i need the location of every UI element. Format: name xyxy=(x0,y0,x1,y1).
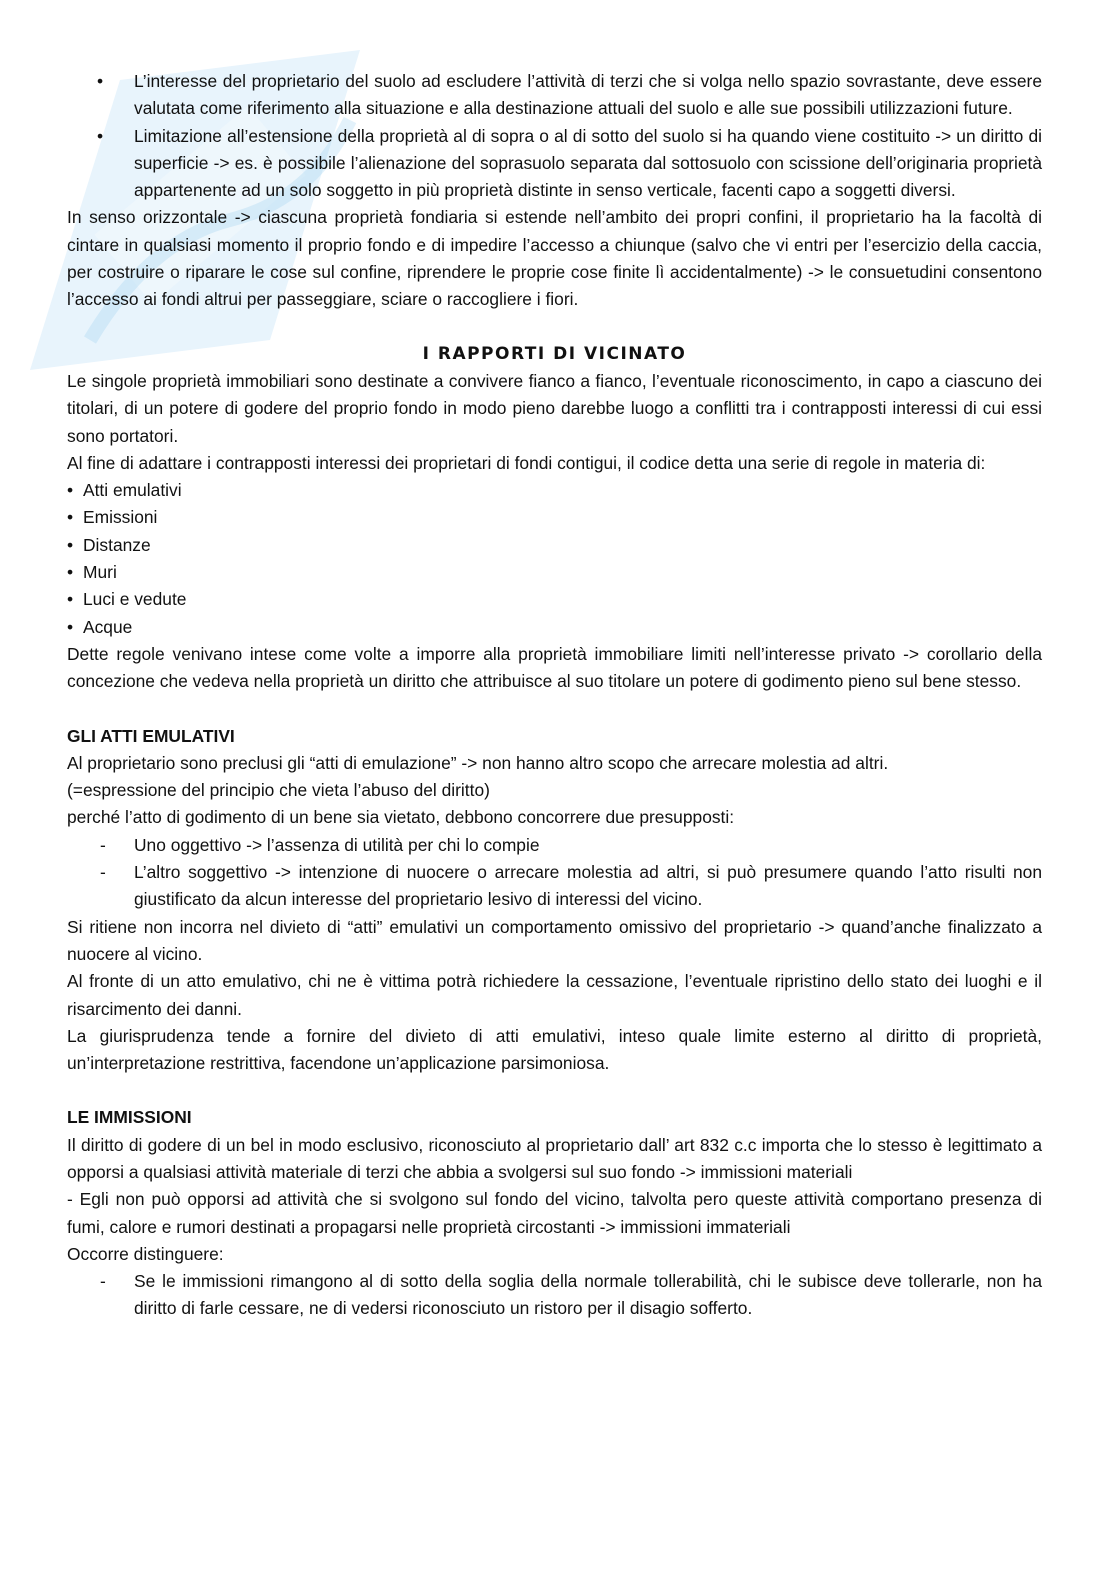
paragraph: Le singole proprietà immobiliari sono destinate a convivere fianco a fianco, l’eventuale riconoscimento, in capo a ciascuno dei titolari, di un potere di godere del proprio fondo in modo pieno darebbe luogo a conflitti tra i contrapposti interessi di cui essi sono portatori. xyxy=(67,370,1042,446)
distinction-list xyxy=(67,1268,1042,1323)
paragraph: - Egli non può opporsi ad attività che si svolgono sul fondo del vicino, talvolta pero queste attività comportano presenza di fumi, calore e rumori destinati a propagarsi nelle proprietà circostanti -> immissioni immateriali xyxy=(67,1189,1042,1237)
subsection-heading: GLI ATTI EMULATIVI xyxy=(67,725,235,746)
document-page xyxy=(67,68,1042,1323)
intro-bullet-list xyxy=(67,68,1042,204)
paragraph: Occorre distinguere: xyxy=(67,1243,224,1264)
list-item: - Se le immissioni rimangono al di sotto della soglia della normale tollerabilità, chi le subisce deve tollerarle, non ha diritto di farle cessare, ne di vedersi riconosciuto un ristoro per il disagio sofferto. xyxy=(67,1268,1042,1323)
paragraph: Al fine di adattare i contrapposti interessi dei proprietari di fondi contigui, il codice detta una serie di regole in materia di: xyxy=(67,452,986,473)
paragraph: Al fronte di un atto emulativo, chi ne è vittima potrà richiedere la cessazione, l’eventuale ripristino dello stato dei luoghi e il risarcimento dei danni. xyxy=(67,971,1042,1019)
paragraph: Si ritiene non incorra nel divieto di “atti” emulativi un comportamento omissivo del proprietario -> quand’anche finalizzato a nuocere al vicino. xyxy=(67,916,1042,964)
list-item: • L’interesse del proprietario del suolo ad escludere l’attività di terzi che si volga nello spazio sovrastante, deve essere valutata come riferimento alla situazione e alla destinazione attuali del suolo e alle sue possibili utilizzazioni future. xyxy=(67,68,1042,123)
list-item: • Emissioni xyxy=(67,504,1042,531)
list-item: • Atti emulativi xyxy=(67,477,1042,504)
requirements-list xyxy=(67,832,1042,914)
paragraph: Al proprietario sono preclusi gli “atti di emulazione” -> non hanno altro scopo che arrecare molestia ad altri. xyxy=(67,752,889,773)
list-item: • Luci e vedute xyxy=(67,586,1042,613)
paragraph: (=espressione del principio che vieta l’abuso del diritto) xyxy=(67,780,490,801)
paragraph: perché l’atto di godimento di un bene sia vietato, debbono concorrere due presupposti: xyxy=(67,807,735,828)
subsection-heading: LE IMMISSIONI xyxy=(67,1107,192,1128)
list-item: - L’altro soggettivo -> intenzione di nuocere o arrecare molestia ad altri, si può presumere quando l’atto risulti non giustificato da alcun interesse del proprietario lesivo di interessi del vicino. xyxy=(67,859,1042,914)
section-heading: I RAPPORTI DI VICINATO xyxy=(422,343,687,364)
paragraph: Dette regole venivano intese come volte a imporre alla proprietà immobiliare limiti nell’interesse privato -> corollario della concezione che vedeva nella proprietà un diritto che attribuisce al suo titolare un potere di godimento pieno sul bene stesso. xyxy=(67,643,1042,692)
list-item: • Acque xyxy=(67,614,1042,641)
paragraph: In senso orizzontale -> ciascuna proprietà fondiaria si estende nell’ambito dei propri confini, il proprietario ha la facoltà di cintare in qualsiasi momento il proprio fondo e di impedire l’accesso a chiunque (salvo che vi entri per l’esercizio della caccia, per costruire o riparare le cose sul confine, riprendere le proprie cose finite lì accidentalmente) -> le consuetudini consentono l’accesso ai fondi altrui per passeggiare, sciare o raccogliere i fiori. xyxy=(67,207,1042,310)
list-item: • Muri xyxy=(67,559,1042,586)
list-item: • Distanze xyxy=(67,532,1042,559)
paragraph: Il diritto di godere di un bel in modo esclusivo, riconosciuto al proprietario dall’ art 832 c.c importa che lo stesso è legittimato a opporsi a qualsiasi attività materiale di terzi che abbia a svolgersi sul suo fondo -> immissioni materiali xyxy=(67,1134,1042,1182)
topics-list xyxy=(67,477,1042,641)
list-item: • Limitazione all’estensione della proprietà al di sopra o al di sotto del suolo si ha quando viene costituito -> un diritto di superficie -> es. è possibile l’alienazione del soprasuolo separata dal sottosuolo con scissione dell’originaria proprietà appartenente ad un solo soggetto in più proprietà distinte in senso verticale, facenti capo a soggetti diversi. xyxy=(67,123,1042,205)
paragraph: La giurisprudenza tende a fornire del divieto di atti emulativi, inteso quale limite esterno al diritto di proprietà, un’interpretazione restrittiva, facendone un’applicazione parsimoniosa. xyxy=(67,1025,1042,1074)
list-item: - Uno oggettivo -> l’assenza di utilità per chi lo compie xyxy=(67,832,1042,859)
